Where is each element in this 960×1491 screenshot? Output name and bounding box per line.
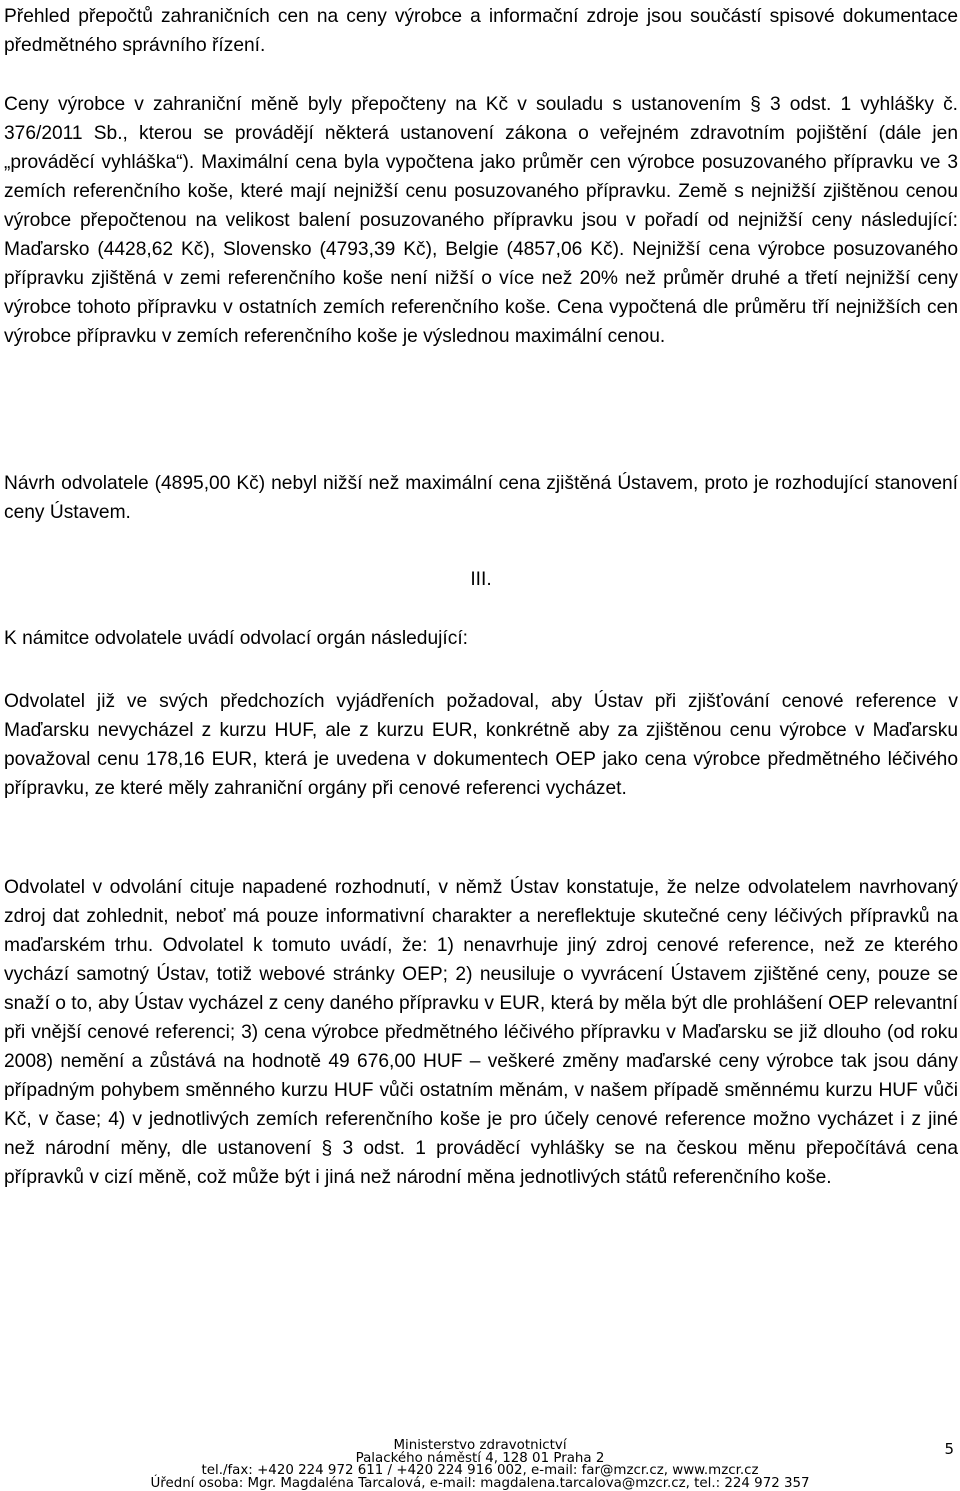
paragraph-appellant-proposal: Návrh odvolatele (4895,00 Kč) nebyl nižší než maximální cena zjištěná Ústavem, proto je rozhodující stanovení ceny Ústavem. [4,473,958,523]
paragraph-appellant-argument: Odvolatel v odvolání cituje napadené rozhodnutí, v němž Ústav konstatuje, že nelze odvolatelem navrhovaný zdroj dat zohlednit, neboť má pouze informativní charakter a nereflektuje skutečné ceny léčivých přípravků na maďarském trhu. Odvolatel k tomuto uvádí, že: 1) nenavrhuje jiný zdroj cenové reference, než ze kterého vychází samotný Ústav, totiž webové stránky OEP; 2) neusiluje o vyvrácení Ústavem zjištěné ceny, pouze se snaží o to, aby Ústav vycházel z ceny daného přípravku v EUR, která by měla být dle prohlášení OEP relevantní při vnější cenové referenci; 3) cena výrobce předmětného léčivého přípravku v Maďarsku se již dlouho (od roku 2008) nemění a zůstává na hodnotě 49 676,00 HUF – veškeré změny maďarské ceny výrobce tak jsou dány případným pohybem směnného kurzu HUF vůči ostatním měnám, v našem případě směnnému kurzu HUF vůči Kč, v čase; 4) v jednotlivých zemích referenčního koše je pro účely cenové reference možno vycházet i z jiné než národní měny, dle ustanovení § 3 odst. 1 prováděcí vyhlášky se na českou měnu přepočítává cena přípravků v cizí měně, což může být i jiná než národní měna jednotlivých států referenčního koše. [4,877,958,1188]
paragraph-objection-intro: K námitce odvolatele uvádí odvolací orgán následující: [4,628,468,649]
page-footer [0,1438,960,1491]
footer-address: Palackého náměstí 4, 128 01 Praha 2 [355,1450,605,1466]
paragraph-appellant-request: Odvolatel již ve svých předchozích vyjádřeních požadoval, aby Ústav při zjišťování cenové reference v Maďarsku nevycházel z kurzu HUF, ale z kurzu EUR, konkrétně aby za zjištěnou cenu výrobce v Maďarsku považoval cenu 178,16 EUR, která je uvedena v dokumentech OEP jako cena výrobce předmětného léčivého přípravku, ze které měly zahraniční orgány při cenové referenci vycházet. [4,691,958,799]
paragraph-overview: Přehled přepočtů zahraničních cen na ceny výrobce a informační zdroje jsou součástí spisové dokumentace předmětného správního řízení. [4,6,958,56]
page-number: 5 [944,1440,954,1458]
section-heading: III. [470,569,492,590]
paragraph-price-conversion: Ceny výrobce v zahraniční měně byly přepočteny na Kč v souladu s ustanovením § 3 odst. 1 vyhlášky č. 376/2011 Sb., kterou se provádějí některá ustanovení zákona o veřejném zdravotním pojištění (dále jen „prováděcí vyhláška“). Maximální cena byla vypočtena jako průměr cen výrobce posuzovaného přípravku ve 3 zemích referenčního koše, které mají nejnižší cenu posuzovaného přípravku. Země s nejnižší zjištěnou cenou výrobce přepočtenou na velikost balení posuzovaného přípravku jsou v pořadí od nejnižší ceny následující: Maďarsko (4428,62 Kč), Slovensko (4793,39 Kč), Belgie (4857,06 Kč). Nejnižší cena výrobce posuzovaného přípravku zjištěná v zemi referenčního koše není nižší o více než 20% než průměr druhé a třetí nejnižší ceny výrobce tohoto přípravku v ostatních zemích referenčního koše. Cena vypočtená dle průměru tří nejnižších cen výrobce přípravku v zemích referenčního koše je výslednou maximální cenou. [4,94,958,347]
footer-official: Úřední osoba: Mgr. Magdaléna Tarcalová, e-mail: magdalena.tarcalova@mzcr.cz, tel.: 224 972 357 [150,1475,810,1491]
footer-ministry: Ministerstvo zdravotnictví [393,1438,567,1453]
footer-contact: tel./fax: +420 224 972 611 / +420 224 916 002, e-mail: far@mzcr.cz, www.mzcr.cz [201,1463,759,1478]
